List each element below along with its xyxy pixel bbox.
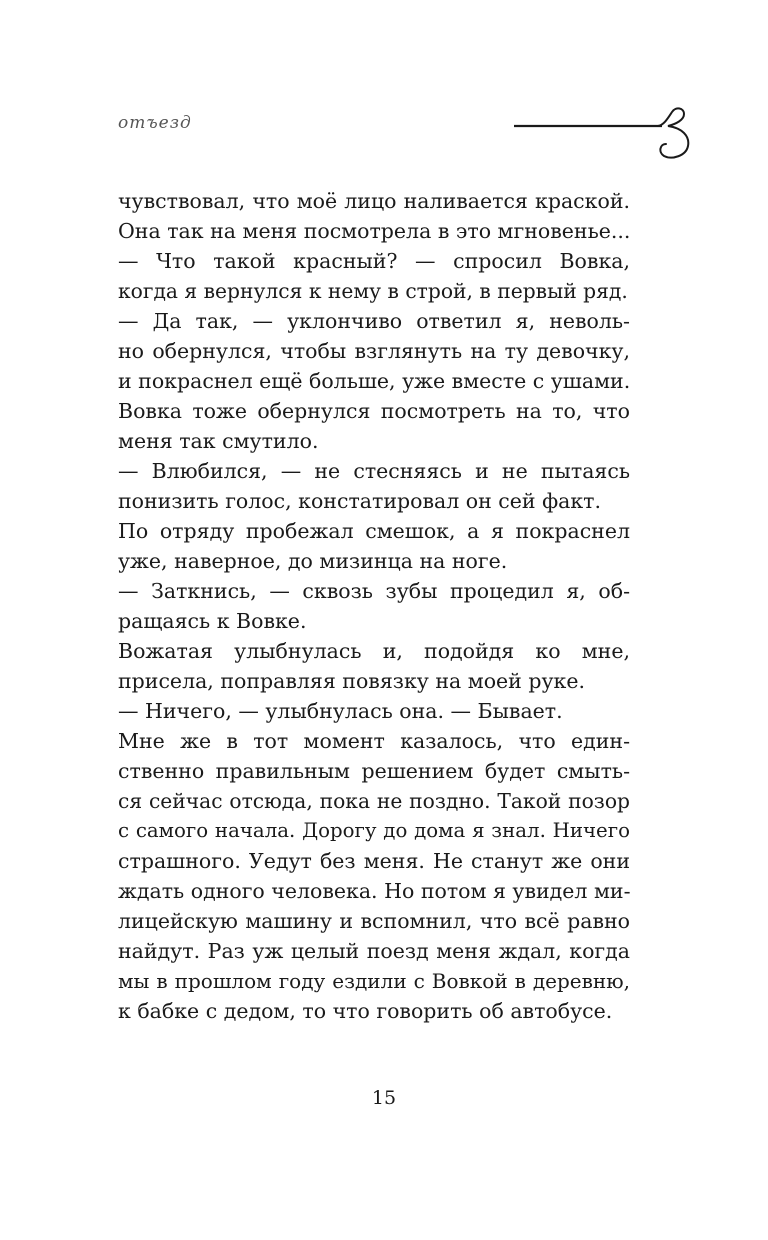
text-line: мы в прошлом году ездили с Вовкой в деревню,	[118, 969, 630, 993]
text-line: лицейскую машину и вспомнил, что всё равно	[118, 909, 630, 933]
paragraph-10	[118, 726, 630, 1026]
text-line: понизить голос, констатировал он сей факт.	[118, 489, 602, 513]
page-number: 15	[371, 1087, 397, 1109]
paragraph-6	[118, 516, 630, 576]
text-line: найдут. Раз уж целый поезд меня ждал, когда	[118, 939, 630, 963]
text-line: присела, поправляя повязку на моей руке.	[118, 669, 585, 693]
text-line: ращаясь к Вовке.	[118, 609, 307, 633]
paragraph-1	[118, 186, 630, 246]
text-line: к бабке с дедом, то что говорить об автобусе.	[118, 999, 613, 1023]
paragraph-4	[118, 396, 630, 456]
body-text	[118, 186, 630, 1026]
text-line: страшного. Уедут без меня. Не станут же они	[118, 849, 630, 873]
text-line: — Заткнись, — сквозь зубы процедил я, об-	[118, 579, 630, 603]
text-line: с самого начала. Дорогу до дома я знал. Ничего	[118, 819, 630, 842]
text-line: ся сейчас отсюда, пока не поздно. Такой позор	[118, 789, 630, 813]
text-line: — Влюбился, — не стесняясь и не пытаясь	[118, 459, 630, 483]
text-line: чувствовал, что моё лицо наливается краской.	[118, 189, 630, 213]
text-line: — Что такой красный? — спросил Вовка,	[118, 249, 630, 273]
text-line: — Ничего, — улыбнулась она. — Бывает.	[118, 699, 563, 723]
text-line: — Да так, — уклончиво ответил я, неволь-	[118, 309, 630, 333]
text-line: ждать одного человека. Но потом я увидел ми-	[118, 879, 631, 903]
ornament-flourish-icon	[512, 104, 696, 166]
text-line: ственно правильным решением будет смыть-	[118, 759, 630, 783]
paragraph-2	[118, 246, 630, 306]
text-line: и покраснел ещё больше, уже вместе с ушами.	[118, 369, 631, 393]
text-line: но обернулся, чтобы взглянуть на ту девочку,	[118, 339, 630, 363]
text-line: меня так смутило.	[118, 429, 319, 453]
text-line: уже, наверное, до мизинца на ноге.	[118, 549, 508, 573]
running-title: отъезд	[118, 113, 192, 133]
text-line: когда я вернулся к нему в строй, в первый ряд.	[118, 279, 628, 303]
paragraph-5	[118, 456, 630, 516]
text-line: Она так на меня посмотрела в это мгновенье...	[118, 219, 631, 243]
text-line: По отряду пробежал смешок, а я покраснел	[118, 519, 630, 543]
text-line: Мне же в тот момент казалось, что един-	[118, 729, 630, 753]
text-line: Вожатая улыбнулась и, подойдя ко мне,	[118, 639, 630, 663]
paragraph-3	[118, 306, 630, 396]
text-line: Вовка тоже обернулся посмотреть на то, что	[118, 399, 630, 423]
paragraph-7	[118, 576, 630, 636]
paragraph-8	[118, 636, 630, 696]
paragraph-9	[118, 696, 630, 726]
